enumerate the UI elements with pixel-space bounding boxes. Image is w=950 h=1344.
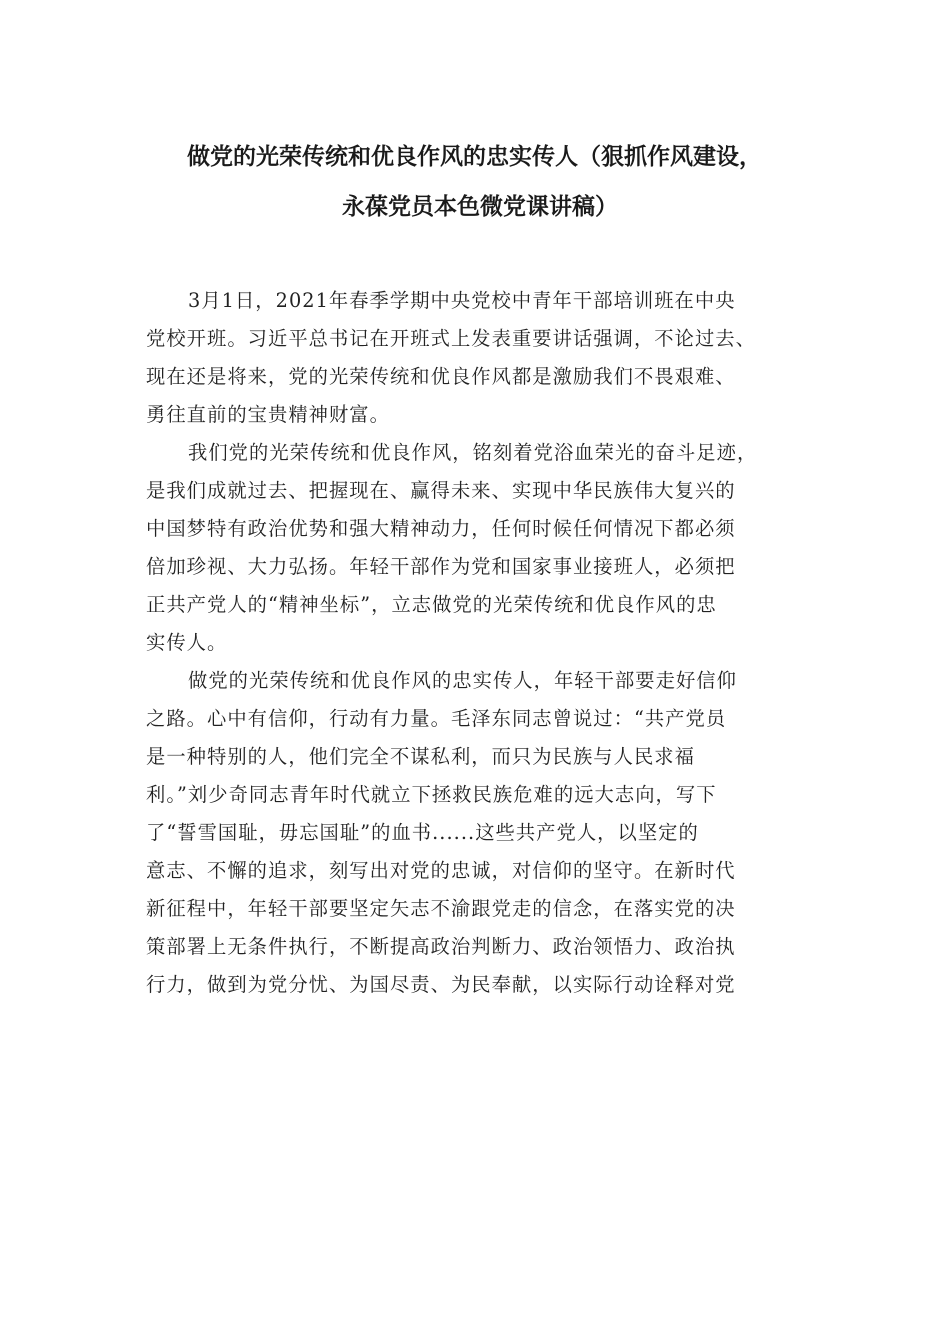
text-line: 利。”刘少奇同志青年时代就立下拯救民族危难的远大志向，写下 [146, 783, 717, 806]
text-line: 勇往直前的宝贵精神财富。 [146, 403, 390, 426]
text-line: 是一种特别的人，他们完全不谋私利，而只为民族与人民求福 [146, 745, 695, 768]
text-line: 现在还是将来，党的光荣传统和优良作风都是激励我们不畏艰难、 [146, 365, 736, 388]
document-body [146, 282, 806, 1004]
document-title [150, 132, 810, 232]
text-line: 意志、不懈的追求，刻写出对党的忠诚，对信仰的坚守。在新时代 [146, 859, 736, 882]
paragraph [146, 434, 806, 662]
text-line: 是我们成就过去、把握现在、赢得未来、实现中华民族伟大复兴的 [146, 479, 736, 502]
text-line: 我们党的光荣传统和优良作风，铭刻着党浴血荣光的奋斗足迹， [188, 441, 758, 464]
text-line: 中国梦特有政治优势和强大精神动力，任何时候任何情况下都必须 [146, 517, 736, 540]
text-line: 策部署上无条件执行，不断提高政治判断力、政治领悟力、政治执 [146, 935, 736, 958]
text-line: 正共产党人的“精神坐标”，立志做党的光荣传统和优良作风的忠 [146, 593, 717, 616]
title-line: 做党的光荣传统和优良作风的忠实传人（狠抓作风建设， [187, 144, 762, 170]
text-line: 做党的光荣传统和优良作风的忠实传人，年轻干部要走好信仰 [188, 669, 737, 692]
paragraph [146, 282, 806, 434]
text-line: 了“誓雪国耻，毋忘国耻”的血书......这些共产党人，以坚定的 [146, 821, 699, 844]
title-line: 永葆党员本色微党课讲稿） [342, 194, 618, 220]
text-line: 党校开班。习近平总书记在开班式上发表重要讲话强调，不论过去、 [146, 327, 756, 350]
paragraph [146, 662, 806, 1004]
text-line: 行力，做到为党分忧、为国尽责、为民奉献，以实际行动诠释对党 [146, 973, 736, 996]
text-line: 之路。心中有信仰，行动有力量。毛泽东同志曾说过：“共产党员 [146, 707, 727, 730]
text-line: 新征程中，年轻干部要坚定矢志不渝跟党走的信念，在落实党的决 [146, 897, 736, 920]
text-line: 倍加珍视、大力弘扬。年轻干部作为党和国家事业接班人，必须把 [146, 555, 736, 578]
text-line: 实传人。 [146, 631, 228, 654]
text-line: 3月1日，2021年春季学期中央党校中青年干部培训班在中央 [188, 289, 736, 312]
